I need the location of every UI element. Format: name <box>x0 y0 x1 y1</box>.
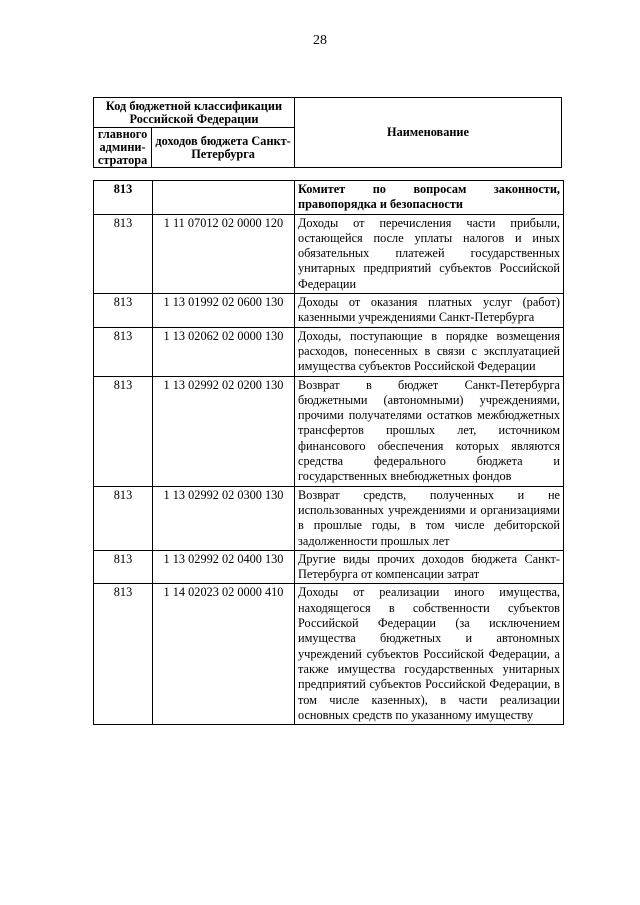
admin-code-cell: 813 <box>94 327 153 376</box>
income-code-cell: 1 13 02992 02 0300 130 <box>153 486 295 550</box>
name-cell: Возврат средств, полученных и не использованных учреждениями и организациями в прошлые годы, в том числе дебиторской задолженности прошлых лет <box>295 486 564 550</box>
table-row <box>94 376 564 486</box>
name-cell: Доходы от реализации иного имущества, находящегося в собственности субъектов Российской Федерации (за исключением имущества бюджетных и автономных учреждений субъектов Российской Федерации, а также имущества государственных унитарных предприятий субъектов Российской Федерации, в том числе казенных), в части реализации основных средств по указанному имуществу <box>295 584 564 725</box>
name-cell: Возврат в бюджет Санкт-Петербурга бюджетными (автономными) учреждениями, прочими получателями остатков межбюджетных трансфертов прошлых лет, источником финансового обеспечения которых являются средства федерального бюджета и государственных внебюджетных фондов <box>295 376 564 486</box>
table-row <box>94 550 564 584</box>
income-code-cell: 1 13 01992 02 0600 130 <box>153 294 295 328</box>
kbk-title-cell: Код бюджетной классификации Российской Федерации <box>94 98 295 128</box>
income-column-header: доходов бюджета Санкт-Петербурга <box>152 128 295 168</box>
income-code-cell: 1 13 02992 02 0200 130 <box>153 376 295 486</box>
name-cell: Доходы от перечисления части прибыли, остающейся после уплаты налогов и иных обязательных платежей государственных унитарных предприятий субъектов Российской Федерации <box>295 214 564 293</box>
admin-code-cell: 813 <box>94 376 153 486</box>
table-row <box>94 584 564 725</box>
income-table <box>93 180 564 725</box>
admin-code-cell: 813 <box>94 550 153 584</box>
income-code-cell <box>153 181 295 215</box>
admin-code-cell: 813 <box>94 486 153 550</box>
income-code-cell: 1 11 07012 02 0000 120 <box>153 214 295 293</box>
header-table <box>93 97 562 168</box>
admin-code-cell: 813 <box>94 181 153 215</box>
name-cell: Доходы от оказания платных услуг (работ) казенными учреждениями Санкт-Петербурга <box>295 294 564 328</box>
table-row <box>94 181 564 215</box>
admin-code-cell: 813 <box>94 294 153 328</box>
name-column-header: Наименование <box>295 98 562 168</box>
page-number: 28 <box>313 33 327 48</box>
table-row <box>94 327 564 376</box>
income-code-cell: 1 13 02992 02 0400 130 <box>153 550 295 584</box>
name-cell: Доходы, поступающие в порядке возмещения расходов, понесенных в связи с эксплуатацией имущества субъектов Российской Федерации <box>295 327 564 376</box>
income-code-cell: 1 14 02023 02 0000 410 <box>153 584 295 725</box>
income-code-cell: 1 13 02062 02 0000 130 <box>153 327 295 376</box>
admin-code-cell: 813 <box>94 214 153 293</box>
admin-column-header: главного админи-стратора <box>94 128 152 168</box>
table-row <box>94 214 564 293</box>
name-cell: Комитет по вопросам законности, правопорядка и безопасности <box>295 181 564 215</box>
table-row <box>94 486 564 550</box>
admin-code-cell: 813 <box>94 584 153 725</box>
table-row <box>94 294 564 328</box>
name-cell: Другие виды прочих доходов бюджета Санкт-Петербурга от компенсации затрат <box>295 550 564 584</box>
